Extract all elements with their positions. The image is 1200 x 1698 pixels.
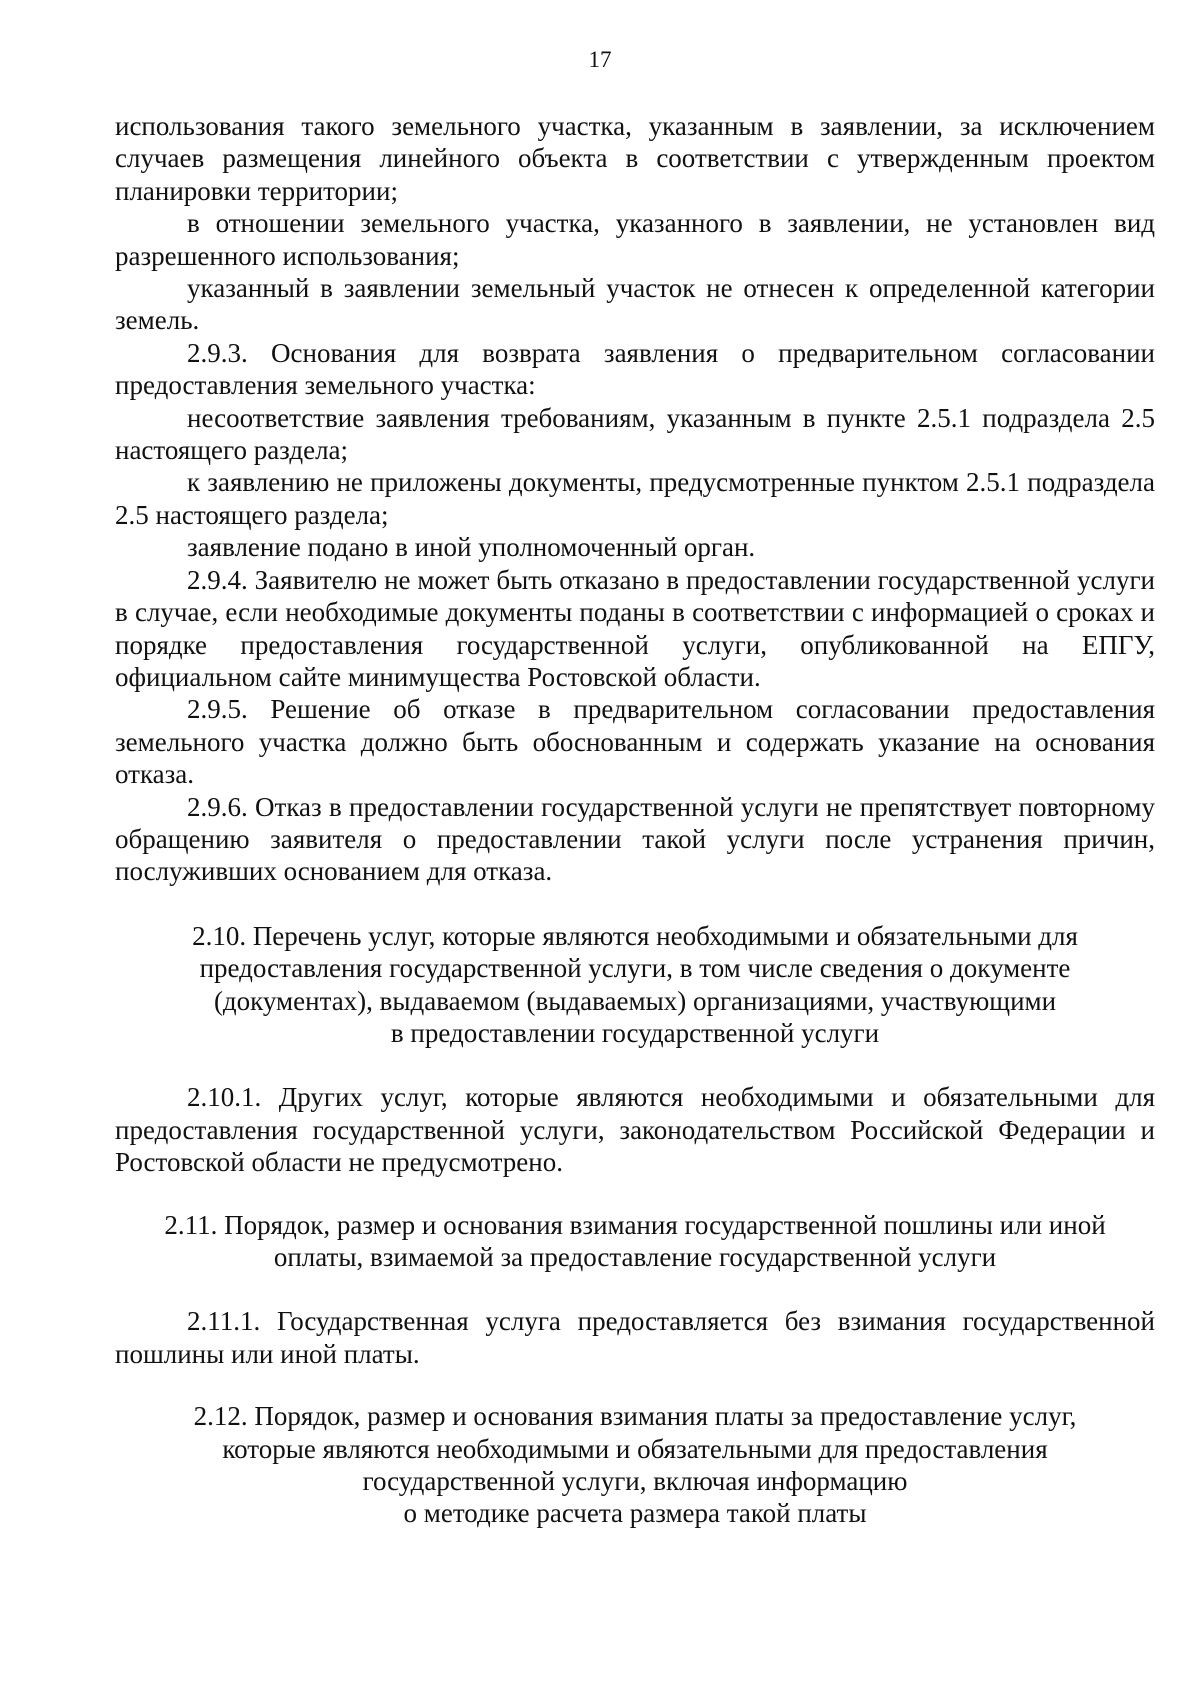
heading-line: которые являются необходимыми и обязательными для предоставления xyxy=(222,1433,1048,1464)
heading-line: о методике расчета размера такой платы xyxy=(403,1498,867,1529)
paragraph-missing-documents: к заявлению не приложены документы, предусмотренные пунктом 2.5.1 подраздела 2.5 настоящего раздела; xyxy=(115,467,1155,530)
paragraph-2-9-4: 2.9.4. Заявителю не может быть отказано в предоставлении государственной услуги в случае, если необходимые документы поданы в соответствии с информацией о сроках и порядке предоставления государственной услуги, опубликованной на ЕПГУ, официальном сайте минимущества Ростовской области. xyxy=(115,564,1155,692)
paragraph-2-9-6: 2.9.6. Отказ в предоставлении государственной услуги не препятствует повторному обращению заявителя о предоставлении такой услуги после устранения причин, послуживших основанием для отказа. xyxy=(115,791,1155,887)
heading-line: в предоставлении государственной услуги xyxy=(390,1017,880,1048)
paragraph-2-9-3: 2.9.3. Основания для возврата заявления о предварительном согласовании предоставления земельного участка: xyxy=(115,337,1155,401)
section-heading-2-10 xyxy=(115,920,1155,1050)
heading-line: 2.11. Порядок, размер и основания взимания государственной пошлины или иной xyxy=(164,1209,1106,1240)
heading-line: 2.10. Перечень услуг, которые являются необходимыми и обязательными для xyxy=(192,920,1078,951)
paragraph-no-permitted-use: в отношении земельного участка, указанного в заявлении, не установлен вид разрешенного использования; xyxy=(115,208,1155,271)
paragraph-other-authority: заявление подано в иной уполномоченный орган. xyxy=(187,532,756,563)
page-number: 17 xyxy=(588,47,612,72)
heading-line: предоставления государственной услуги, в том числе сведения о документе xyxy=(199,953,1071,984)
paragraph-2-10-1: 2.10.1. Других услуг, которые являются необходимыми и обязательными для предоставления государственной услуги, законодательством Российской Федерации и Ростовской области не предусмотрено. xyxy=(115,1082,1155,1178)
paragraph-no-land-category: указанный в заявлении земельный участок не отнесен к определенной категории земель. xyxy=(115,273,1155,336)
heading-line: оплаты, взимаемой за предоставление государственной услуги xyxy=(273,1242,997,1272)
heading-line: 2.12. Порядок, размер и основания взимания платы за предоставление услуг, xyxy=(193,1401,1077,1432)
section-heading-2-11 xyxy=(115,1209,1155,1274)
section-heading-2-12 xyxy=(115,1400,1155,1530)
page-body xyxy=(115,110,1155,1530)
paragraph-nonconformity: несоответствие заявления требованиям, указанным в пункте 2.5.1 подраздела 2.5 настоящего раздела; xyxy=(115,402,1155,466)
paragraph-2-11-1: 2.11.1. Государственная услуга предоставляется без взимания государственной пошлины или иной платы. xyxy=(115,1306,1155,1369)
heading-line: государственной услуги, включая информацию xyxy=(362,1466,908,1497)
paragraph-continuation: использования такого земельного участка, указанным в заявлении, за исключением случаев размещения линейного объекта в соответствии с утвержденным проектом планировки территории; xyxy=(115,111,1155,206)
paragraph-2-9-5: 2.9.5. Решение об отказе в предварительном согласовании предоставления земельного участка должно быть обоснованным и содержать указание на основания отказа. xyxy=(115,694,1155,790)
heading-line: (документах), выдаваемом (выдаваемых) организациями, участвующими xyxy=(213,985,1057,1016)
